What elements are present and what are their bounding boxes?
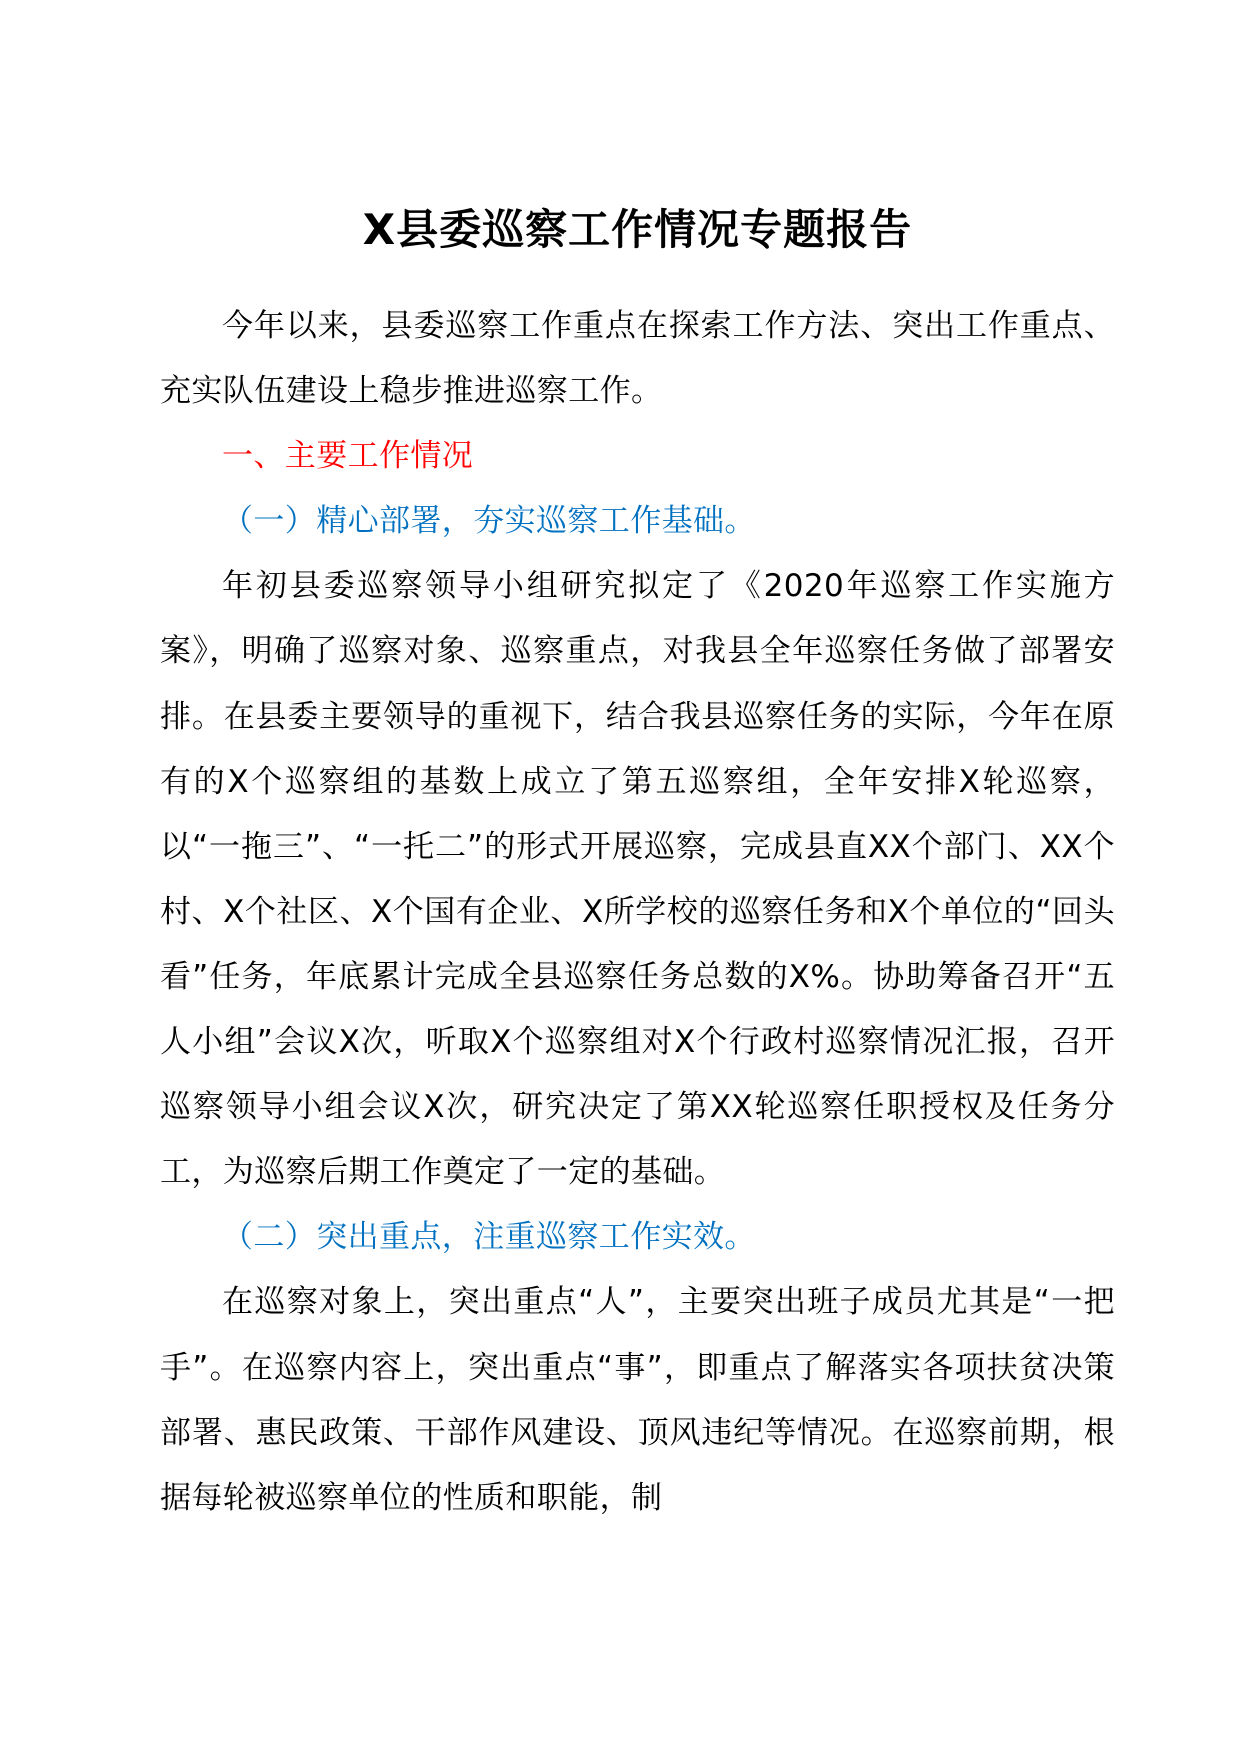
paragraph-deployment: 年初县委巡察领导小组研究拟定了《2020年巡察工作实施方案》，明确了巡察对象、巡察重点，对我县全年巡察任务做了部署安排。在县委主要领导的重视下，结合我县巡察任务的实际，今年在原有的X个巡察组的基数上成立了第五巡察组，全年安排X轮巡察，以“一拖三”、“一托二”的形式开展巡察，完成县直XX个部门、XX个村、X个社区、X个国有企业、X所学校的巡察任务和X个单位的“回头看”任务，年底累计完成全县巡察任务总数的X%。协助筹备召开“五人小组”会议X次，听取X个巡察组对X个行政村巡察情况汇报，召开巡察领导小组会议X次，研究决定了第XX轮巡察任职授权及任务分工，为巡察后期工作奠定了一定的基础。 [160, 568, 1115, 1191]
paragraph-focus: 在巡察对象上，突出重点“人”，主要突出班子成员尤其是“一把手”。在巡察内容上，突出重点“事”，即重点了解落实各项扶贫决策部署、惠民政策、干部作风建设、顶风违纪等情况。在巡察前期，根据每轮被巡察单位的性质和职能，制 [160, 1284, 1115, 1516]
section-heading-main-work: 一、主要工作情况 [222, 438, 474, 475]
document-body [160, 294, 1115, 1531]
subsection-heading-focus: （二）突出重点，注重巡察工作实效。 [222, 1219, 756, 1256]
document-title: X县委巡察工作情况专题报告 [362, 205, 913, 254]
subsection-heading-deployment: （一）精心部署，夯实巡察工作基础。 [222, 503, 756, 540]
intro-paragraph: 今年以来，县委巡察工作重点在探索工作方法、突出工作重点、充实队伍建设上稳步推进巡察工作。 [160, 308, 1115, 410]
document-page [160, 0, 1115, 1754]
